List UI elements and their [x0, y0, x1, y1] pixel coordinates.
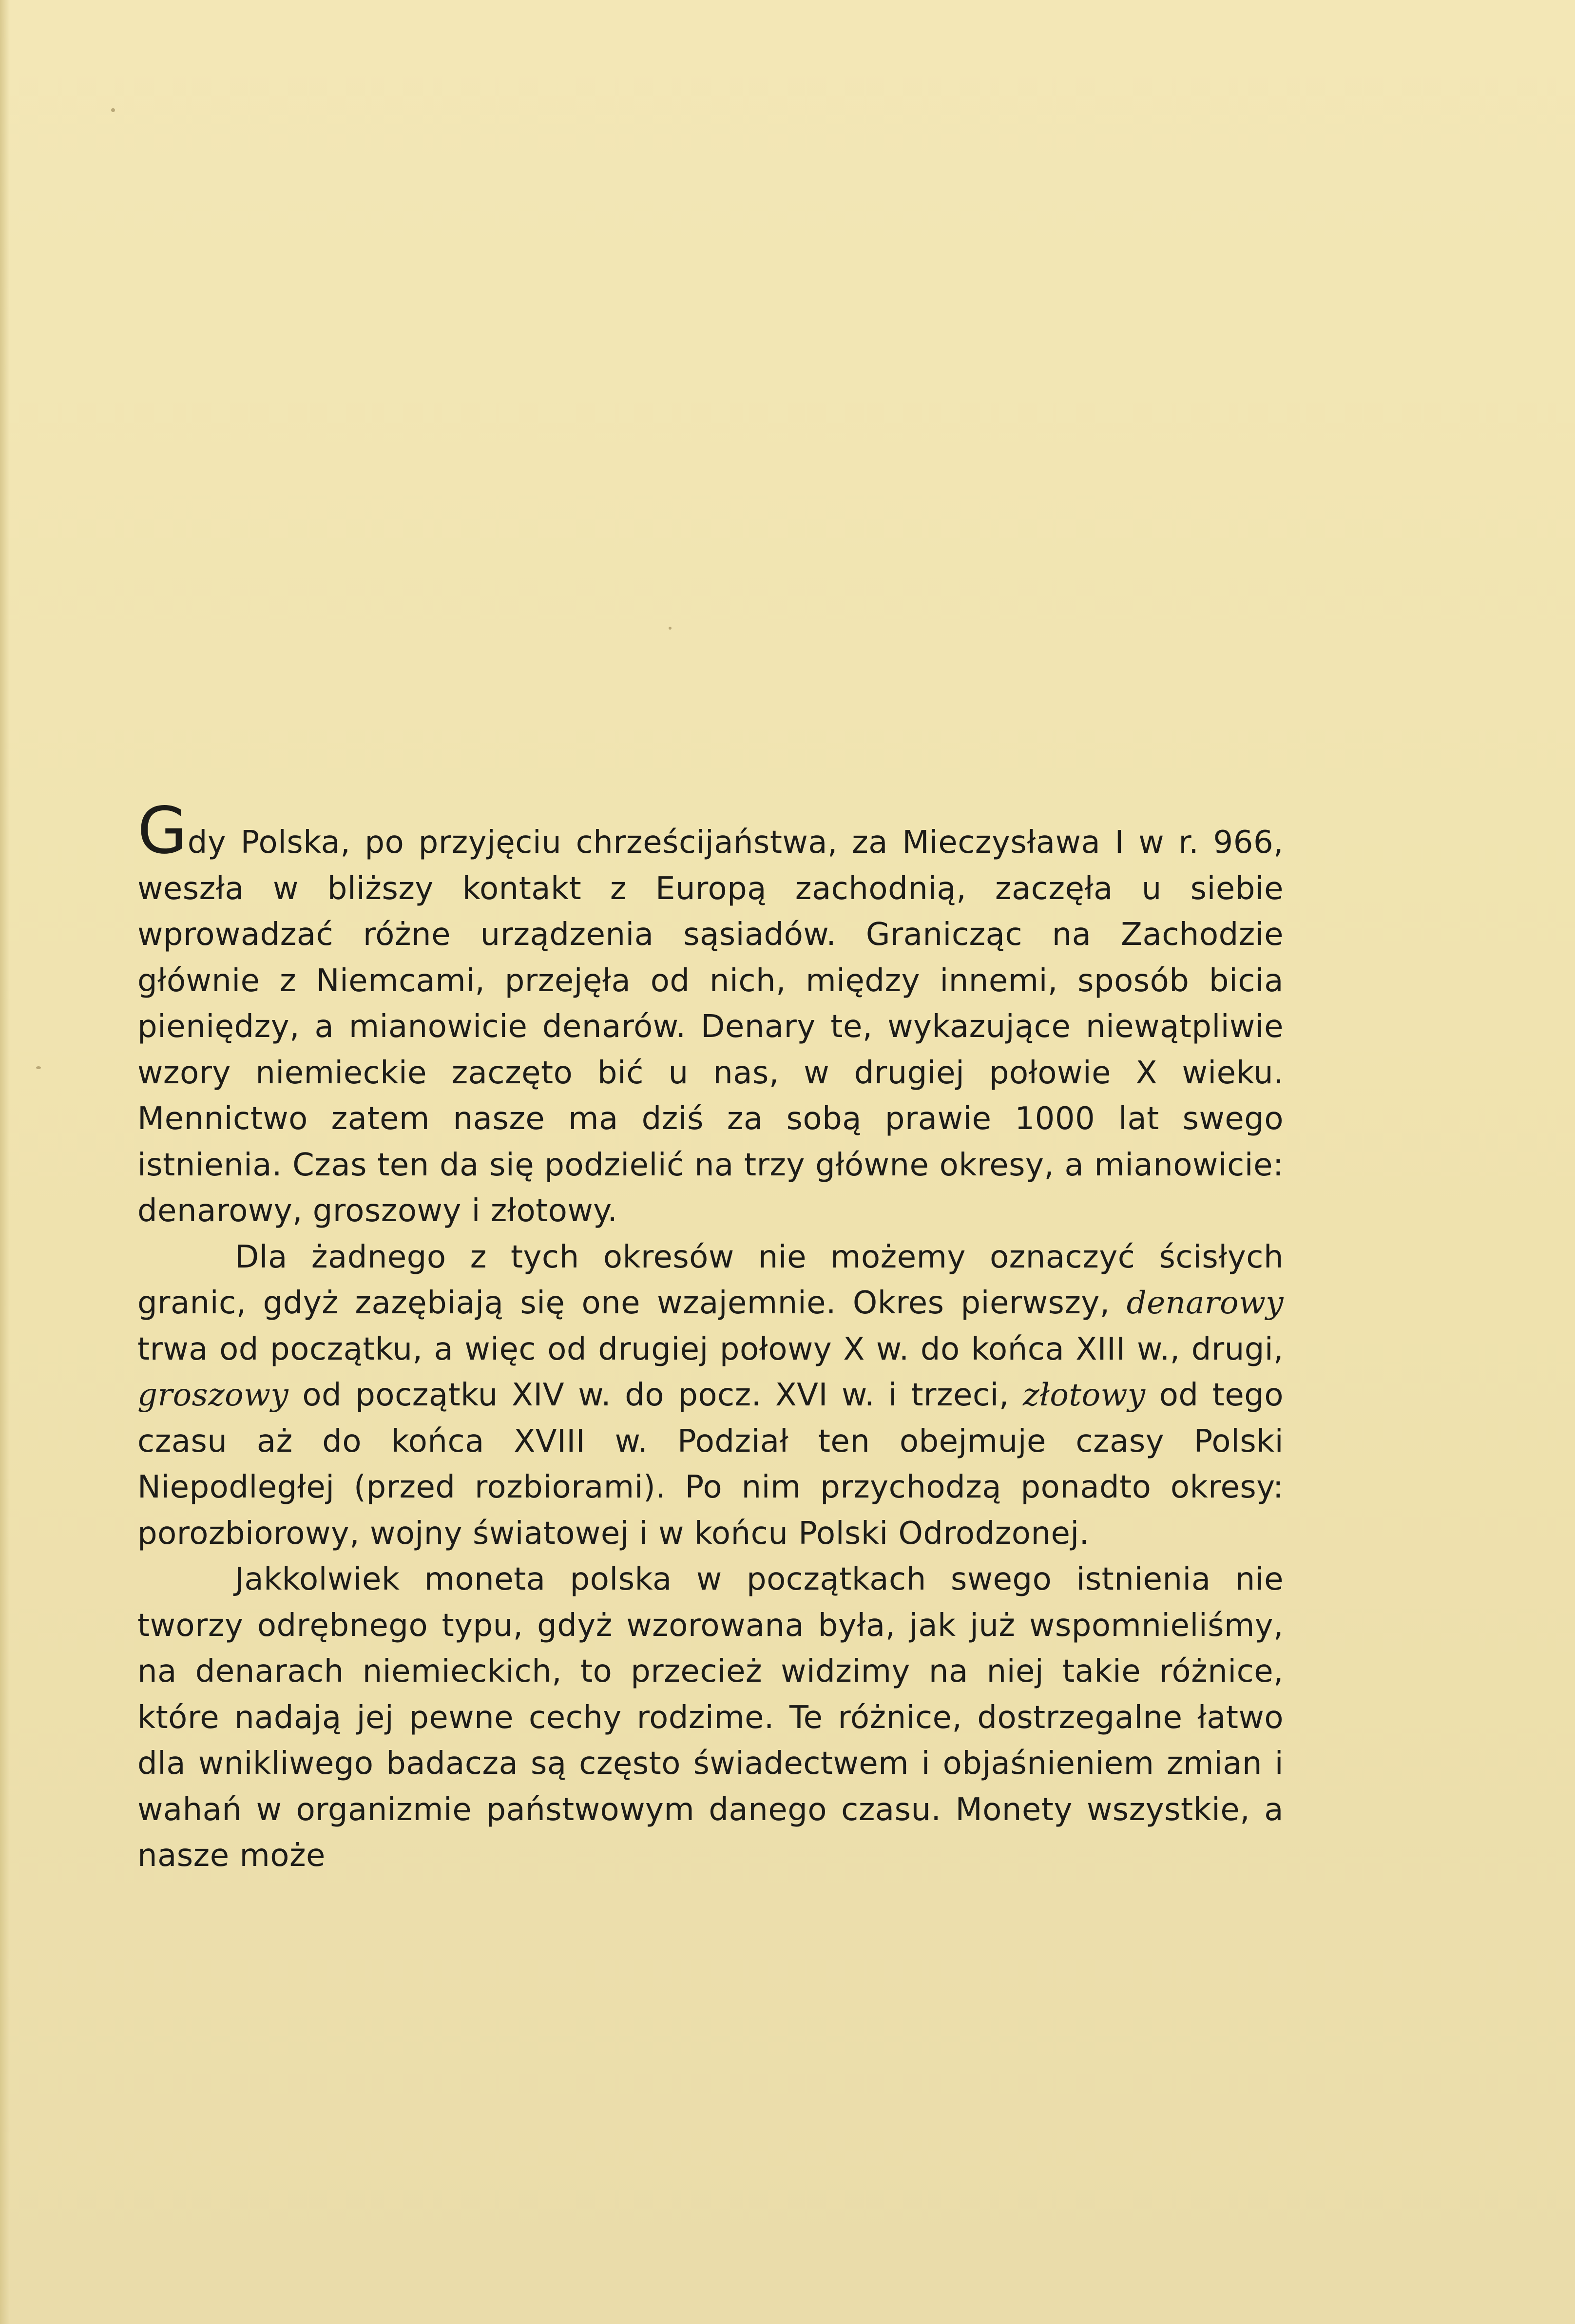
italic-term: denarowy — [1126, 1285, 1284, 1321]
paragraph-2 — [137, 1234, 1284, 1557]
text-segment: Jakkolwiek moneta polska w początkach swego istnienia nie tworzy odrębnego typu, gdyż wzorowana była, jak już wspomnieliśmy, na denarach niemieckich, to przecież widzimy na niej takie różnice, które nadają jej pewne cechy rodzime. Te różnice, dostrzegalne łatwo dla wnikliwego badacza są często świadectwem i objaśnieniem zmian i wahań w organizmie państwowym danego czasu. Monety wszystkie, a nasze może — [137, 1561, 1284, 1874]
text-segment: od początku XIV w. do pocz. XVI w. i trzeci, — [288, 1377, 1023, 1413]
drop-cap: G — [137, 793, 188, 868]
italic-term: groszowy — [137, 1377, 289, 1413]
paragraph-1 — [137, 793, 1284, 1234]
text-segment: Dla żadnego z tych okresów nie możemy oznaczyć ścisłych granic, gdyż zazębiają się one wzajemnie. Okres pierwszy, — [137, 1239, 1284, 1321]
text-segment: od tego czasu aż do końca XVIII w. Podział ten obejmuje czasy Polski Niepodległej (przed rozbiorami). Po nim przychodzą ponadto okresy: porozbiorowy, wojny światowej i w końcu Polski Odrodzonej. — [137, 1377, 1284, 1552]
italic-term: złotowy — [1022, 1377, 1146, 1413]
text-segment: dy Polska, po przyjęciu chrześcijaństwa, za Mieczysława I w r. 966, weszła w bliższy kontakt z Europą zachodnią, zaczęła u siebie wprowadzać różne urządzenia sąsiadów. Granicząc na Zachodzie głównie z Niemcami, przejęła od nich, między innemi, sposób bicia pieniędzy, a mianowicie denarów. Denary te, wykazujące niewątpliwie wzory niemieckie zaczęto bić u nas, w drugiej połowie X wieku. Mennictwo zatem nasze ma dziś za sobą prawie 1000 lat swego istnienia. Czas ten da się podzielić na trzy główne okresy, a mianowicie: denarowy, groszowy i złotowy. — [137, 825, 1284, 1229]
paper-speck — [36, 1066, 41, 1069]
paper-speck — [111, 108, 115, 112]
paper-speck — [669, 627, 672, 630]
text-segment: trwa od początku, a więc od drugiej połowy X w. do końca XIII w., drugi, — [137, 1331, 1284, 1367]
page-edge-shadow — [0, 0, 10, 2324]
paragraph-3 — [137, 1556, 1284, 1879]
body-text — [137, 793, 1284, 1879]
